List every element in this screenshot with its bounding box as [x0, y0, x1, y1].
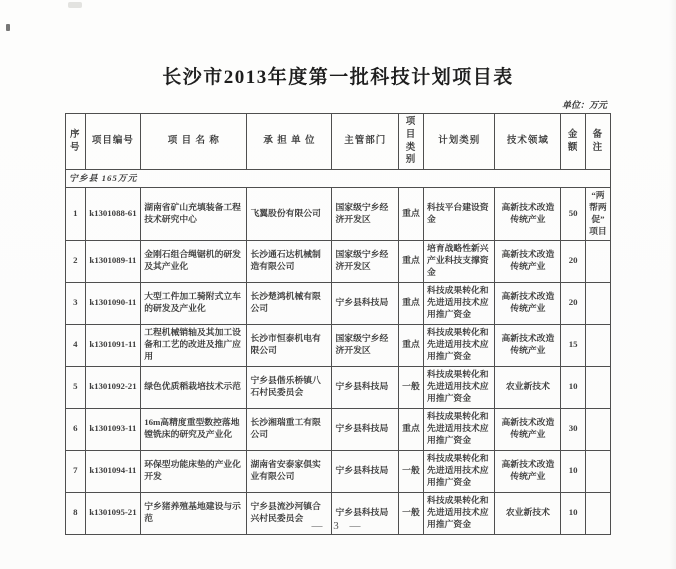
cell-field: 高新技术改造传统产业 — [495, 450, 561, 492]
cell-category: 重点 — [398, 324, 423, 366]
header-cell: 金额 — [561, 114, 586, 170]
cell-code: k1301092-21 — [85, 366, 141, 408]
cell-dept: 国家级宁乡经济开发区 — [332, 324, 398, 366]
cell-remark — [585, 450, 610, 492]
cell-code: k1301090-11 — [85, 282, 141, 324]
cell-unit: 飞翼股份有限公司 — [247, 188, 332, 241]
cell-field: 高新技术改造传统产业 — [495, 282, 561, 324]
cell-amount: 50 — [561, 188, 586, 241]
cell-code: k1301094-11 — [85, 450, 141, 492]
cell-plan: 科技成果转化和先进适用技术应用推广资金 — [424, 408, 495, 450]
cell-no: 5 — [66, 366, 86, 408]
scan-artifact-smudge — [68, 2, 82, 8]
cell-dept: 宁乡县科技局 — [332, 492, 398, 534]
cell-no: 7 — [66, 450, 86, 492]
cell-remark: “两帮两促”项目 — [585, 188, 610, 241]
cell-name: 环保型功能床垫的产业化开发 — [141, 450, 247, 492]
cell-dept: 宁乡县科技局 — [332, 408, 398, 450]
cell-remark — [585, 408, 610, 450]
cell-field: 农业新技术 — [495, 366, 561, 408]
cell-category: 一般 — [398, 450, 423, 492]
cell-name: 大型工件加工骑附式立车的研发及产业化 — [141, 282, 247, 324]
cell-no: 1 — [66, 188, 86, 241]
cell-remark — [585, 366, 610, 408]
cell-remark — [585, 282, 610, 324]
cell-amount: 15 — [561, 324, 586, 366]
cell-amount: 20 — [561, 240, 586, 282]
scan-artifact-speck — [6, 24, 10, 31]
header-cell: 序号 — [66, 114, 86, 170]
header-cell: 备 注 — [585, 114, 610, 170]
cell-no: 4 — [66, 324, 86, 366]
cell-field: 高新技术改造传统产业 — [495, 408, 561, 450]
header-cell: 项 目 名 称 — [141, 114, 247, 170]
cell-category: 重点 — [398, 282, 423, 324]
cell-amount: 20 — [561, 282, 586, 324]
table-row — [66, 282, 611, 324]
header-cell: 承 担 单 位 — [247, 114, 332, 170]
cell-dept: 宁乡县科技局 — [332, 450, 398, 492]
cell-name: 金刚石组合绳锯机的研发及其产业化 — [141, 240, 247, 282]
cell-unit: 长沙通石达机械制造有限公司 — [247, 240, 332, 282]
cell-name: 16m高精度重型数控落地镗铣床的研究及产业化 — [141, 408, 247, 450]
cell-code: k1301088-61 — [85, 188, 141, 241]
cell-category: 重点 — [398, 408, 423, 450]
scan-edge-shadow — [669, 0, 676, 569]
cell-category: 一般 — [398, 492, 423, 534]
cell-dept: 宁乡县科技局 — [332, 366, 398, 408]
cell-code: k1301091-11 — [85, 324, 141, 366]
cell-category: 重点 — [398, 240, 423, 282]
cell-amount: 10 — [561, 366, 586, 408]
header-cell: 项目编号 — [85, 114, 141, 170]
cell-field: 农业新技术 — [495, 492, 561, 534]
cell-dept: 国家级宁乡经济开发区 — [332, 240, 398, 282]
table-row — [66, 188, 611, 241]
cell-unit: 长沙湘瑞重工有限公司 — [247, 408, 332, 450]
cell-no: 3 — [66, 282, 86, 324]
cell-name: 湖南省矿山充填装备工程技术研究中心 — [141, 188, 247, 241]
group-label: 宁乡县 165万元 — [66, 170, 611, 188]
group-row — [66, 170, 611, 188]
unit-note: 单位：万元 — [561, 100, 607, 110]
table-row — [66, 324, 611, 366]
cell-plan: 科技成果转化和先进适用技术应用推广资金 — [424, 366, 495, 408]
cell-code: k1301095-21 — [85, 492, 141, 534]
page-number: — 3 — — [311, 520, 365, 532]
cell-unit: 湖南省安泰家俱实业有限公司 — [247, 450, 332, 492]
cell-unit: 长沙楚鸿机械有限公司 — [247, 282, 332, 324]
cell-dept: 国家级宁乡经济开发区 — [332, 188, 398, 241]
cell-plan: 培育战略性新兴产业科技支撑资金 — [424, 240, 495, 282]
cell-code: k1301093-11 — [85, 408, 141, 450]
cell-field: 高新技术改造传统产业 — [495, 240, 561, 282]
project-table — [65, 113, 611, 535]
cell-plan: 科技成果转化和先进适用技术应用推广资金 — [424, 492, 495, 534]
cell-amount: 30 — [561, 408, 586, 450]
cell-category: 重点 — [398, 188, 423, 241]
document-title: 长沙市2013年度第一批科技计划项目表 — [162, 67, 514, 88]
cell-code: k1301089-11 — [85, 240, 141, 282]
cell-category: 一般 — [398, 366, 423, 408]
table-row — [66, 450, 611, 492]
cell-amount: 10 — [561, 450, 586, 492]
cell-remark — [585, 240, 610, 282]
cell-no: 6 — [66, 408, 86, 450]
header-cell: 计划类别 — [424, 114, 495, 170]
cell-remark — [585, 324, 610, 366]
cell-name: 工程机械销轴及其加工设备和工艺的改进及推广应用 — [141, 324, 247, 366]
cell-no: 8 — [66, 492, 86, 534]
cell-field: 高新技术改造传统产业 — [495, 188, 561, 241]
table-row — [66, 366, 611, 408]
cell-plan: 科技成果转化和先进适用技术应用推广资金 — [424, 282, 495, 324]
table-header-row — [66, 114, 611, 170]
cell-unit: 长沙市恒泰机电有限公司 — [247, 324, 332, 366]
cell-dept: 宁乡县科技局 — [332, 282, 398, 324]
cell-plan: 科技成果转化和先进适用技术应用推广资金 — [424, 450, 495, 492]
table-row — [66, 408, 611, 450]
cell-field: 高新技术改造传统产业 — [495, 324, 561, 366]
header-cell: 技术领域 — [495, 114, 561, 170]
header-cell: 项目类别 — [398, 114, 423, 170]
table-row — [66, 240, 611, 282]
cell-name: 绿色优质稻栽培技术示范 — [141, 366, 247, 408]
cell-name: 宁乡猪养殖基地建设与示范 — [141, 492, 247, 534]
cell-amount: 10 — [561, 492, 586, 534]
cell-no: 2 — [66, 240, 86, 282]
cell-plan: 科技成果转化和先进适用技术应用推广资金 — [424, 324, 495, 366]
cell-unit: 宁乡县流沙河镇合兴村民委员会 — [247, 492, 332, 534]
header-cell: 主管部门 — [332, 114, 398, 170]
cell-plan: 科技平台建设资金 — [424, 188, 495, 241]
cell-unit: 宁乡县偕乐桥镇八石村民委员会 — [247, 366, 332, 408]
